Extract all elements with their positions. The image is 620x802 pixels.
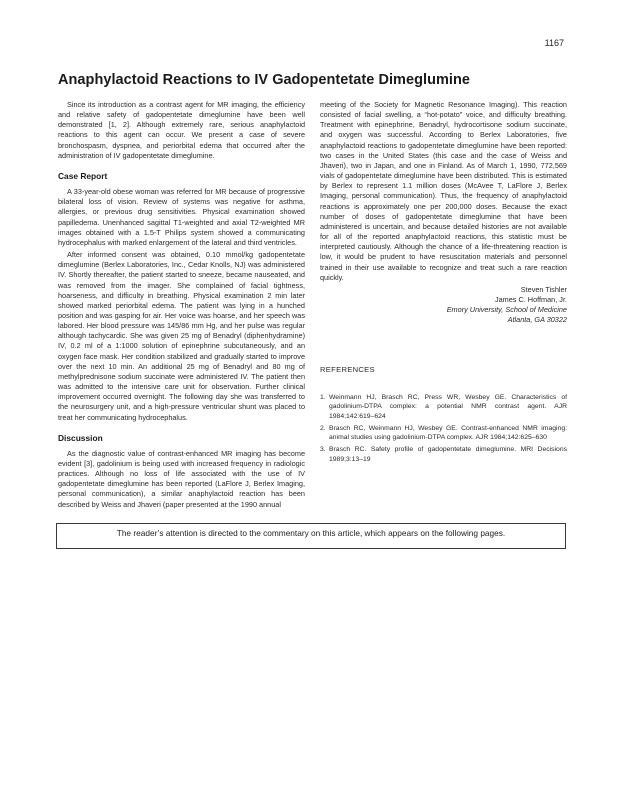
author-affiliation: Emory University, School of Medicine <box>446 304 567 314</box>
reference-text: Brasch RC, Weinmann HJ, Wesbey GE. Contrast-enhanced NMR imaging: animal studies using gadolinium-DTPA complex. AJR 1984;142:625–630 <box>329 424 567 442</box>
case-report-paragraph-1: A 33-year-old obese woman was referred for MR because of progressive bilateral loss of vision. Review of systems was negative for asthma, allergies, or previous drug sensitivities. Physical examination showed papilledema. Unenhanced sagittal T1-weighted and axial T2-weighted MR images obtained with a 1.5-T Philips system showed a communicating hydrocephalus with marked enlargement of the lateral and third ventricles. <box>58 187 305 247</box>
reference-item <box>320 424 567 443</box>
reference-number: 1. <box>320 393 326 401</box>
intro-paragraph: Since its introduction as a contrast agent for MR imaging, the efficiency and relative safety of gadopentetate dimeglumine have been well demonstrated [1, 2]. Although extremely rare, serious anaphylactoid reactions to this agent can occur. We present a case of severe bronchospasm, dyspnea, and periorbital edema that occurred after the administration of IV gadopentetate dimeglumine. <box>58 100 305 160</box>
article-title: Anaphylactoid Reactions to IV Gadopentetate Dimeglumine <box>58 72 471 88</box>
reference-number: 2. <box>320 424 326 432</box>
author-name-2: James C. Hoffman, Jr. <box>494 294 567 304</box>
author-name-1: Steven Tishler <box>520 284 567 294</box>
reference-number: 3. <box>320 446 326 454</box>
author-signature <box>320 285 567 325</box>
author-location: Atlanta, GA 30322 <box>507 314 567 324</box>
reference-item <box>320 445 567 464</box>
reference-text: Weinmann HJ, Brasch RC, Press WR, Wesbey GE. Characteristics of gadolinium-DTPA complex: a potential NMR contrast agent. AJR 1984;142:619–624 <box>329 393 567 420</box>
reference-text: Brasch RC. Safety profile of gadopentetate dimeglumine. MRI Decisions 1989;3:13–19 <box>329 446 567 463</box>
case-report-heading: Case Report <box>58 170 108 181</box>
discussion-paragraph-continued: meeting of the Society for Magnetic Resonance Imaging). This reaction consisted of facial swelling, a “hot-potato” voice, and difficulty breathing. Treatment with epinephrine, Benadryl, hydrocortisone sodium succinate, and oxygen was successful. According to Berlex Laboratories, five anaphylactoid reactions to gadopentetate dimeglumine have been reported: two cases in the United States (this case and the case of Weiss and Jhaveri), two in Japan, and one in Finland. As of March 1, 1990, 772,569 vials of gadopentetate dimeglumine have been distributed. This is estimated by Berlex to represent 1.1 million doses (McAvee T, LaFlore J, Berlex Imaging, personal communication). Thus, the frequency of anaphylactoid reactions is approximately one per 200,000 doses. Because the exact number of doses of gadopentetate dimeglumine that have been administered is uncertain, and because detailed histories are not available for all of the reported anaphylactoid reactions, this statistic must be interpreted cautiously. Although the chance of a life-threatening reaction is low, it would be prudent to have resuscitation materials and personnel trained in their use available to recognize and treat such a rare reaction quickly. <box>320 100 567 282</box>
reference-item <box>320 393 567 421</box>
commentary-notice-box: The reader’s attention is directed to the commentary on this article, which appears on the following pages. <box>56 523 566 549</box>
discussion-heading: Discussion <box>58 432 103 443</box>
left-column <box>58 100 305 512</box>
references-heading: REFERENCES <box>320 364 375 374</box>
page-number: 1167 <box>544 38 564 48</box>
references-list <box>320 393 567 464</box>
discussion-paragraph-start: As the diagnostic value of contrast-enhanced MR imaging has become evident [3], gadolinium is being used with increased frequency in radiologic practices. Although no loss of life associated with the use of IV gadopentetate dimeglumine has been reported (LaFlore J, Berlex Imaging, personal communication), a similar anaphylactoid reaction has been described by Weiss and Jhaveri (paper presented at the 1990 annual <box>58 448 305 509</box>
case-report-paragraph-2: After informed consent was obtained, 0.10 mmol/kg gadopentetate dimeglumine (Berlex Laboratories, Inc., Cedar Knolls, NJ) was administered IV. Shortly thereafter, the patient started to sneeze, became nauseated, and was removed from the imager. She complained of facial tightness, hoarseness, and difficulty in breathing. Physical examination 2 min later showed marked periorbital edema. The patient was lying in a hunched position and was gasping for air. Her voice was hoarse, and her speech was labored. Her blood pressure was 145/86 mm Hg, and her pulse was regular although tachycardic. She was given 25 mg of Benadryl (diphenhydramine) IV, 0.2 ml of a 1:1000 solution of epinephrine subcutaneously, and an oxygen face mask. Her condition stabilized and gradually started to improve over the next 10 min. An additional 25 mg of Benadryl and 80 mg of methylprednisone sodium succinate were administered IV. The patient then was admitted to the intensive care unit for observation. Further clinical improvement occurred overnight. The following day she was transferred to the neurosurgery unit, and a high-pressure ventricular shunt was placed to treat her communicating hydrocephalus. <box>58 250 305 422</box>
right-column <box>320 100 567 467</box>
